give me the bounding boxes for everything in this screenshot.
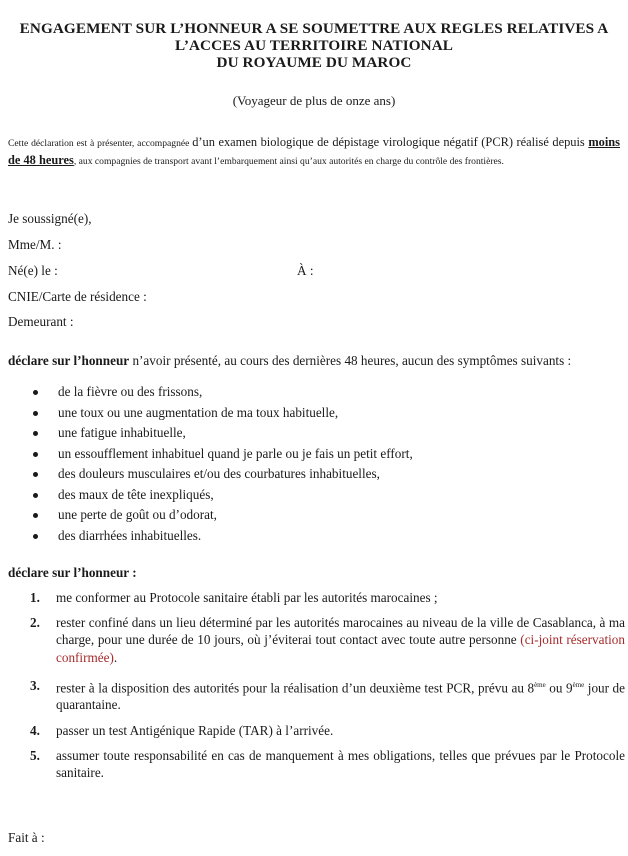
symptom-text: une toux ou une augmentation de ma toux habituelle,: [58, 404, 339, 420]
list-item: [0, 505, 413, 526]
declare-honor-rest: n’avoir présenté, au cours des dernières 48 heures, aucun des symptômes suivants :: [129, 353, 572, 368]
symptom-text: un essoufflement inhabituel quand je parle ou je fais un petit effort,: [58, 445, 413, 461]
ordinal-suffix: ème: [572, 680, 585, 689]
commitment-text: rester confiné dans un lieu déterminé par les autorités marocaines au niveau de la ville de Casablanca, à ma charge, pour une durée de 10 jours, où j’éviterai tout contact avec toute autre personne: [56, 615, 625, 648]
soussigne-label: Je soussigné(e),: [8, 211, 92, 226]
symptom-text: de la fièvre ou des frissons,: [58, 384, 203, 399]
list-item: [0, 485, 413, 506]
bullet-icon: [33, 493, 38, 498]
list-item: [0, 403, 413, 424]
commitments-heading: déclare sur l’honneur :: [8, 565, 137, 580]
list-item: [0, 423, 413, 444]
intro-deadline: moins de 48 heures: [8, 135, 620, 167]
symptom-text: une fatigue inhabituelle,: [58, 425, 186, 440]
list-item: [0, 747, 628, 781]
document-subtitle: (Voyageur de plus de onze ans): [232, 93, 396, 108]
symptoms-declaration: [8, 353, 628, 369]
signature-place-label: Fait à :: [8, 830, 45, 845]
item-number: 1.: [30, 590, 40, 605]
title-line-2: L’ACCES AU TERRITOIRE NATIONAL: [175, 37, 453, 54]
bullet-icon: [33, 390, 38, 395]
birthdate-field-label: Né(e) le :: [8, 263, 58, 278]
intro-text-1: Cette déclaration est à présenter, accompagnée: [8, 138, 193, 149]
list-item: [0, 614, 628, 666]
bullet-icon: [33, 513, 38, 518]
commitment-text: jour de quarantaine.: [56, 680, 626, 713]
reservation-note: (ci-joint réservation confirmée): [56, 632, 625, 665]
commitments-list: [0, 589, 628, 781]
intro-text-4: , aux compagnies de transport avant l’embarquement ainsi qu’aux autorités en charge du contrôle des frontières.: [73, 156, 504, 167]
item-number: 3.: [30, 677, 40, 693]
list-item: [0, 444, 413, 465]
title-line-3: DU ROYAUME DU MAROC: [216, 54, 412, 71]
list-item: [0, 722, 628, 739]
commitment-text: ou 9: [545, 680, 573, 696]
id-card-field-label: CNIE/Carte de résidence :: [8, 289, 147, 304]
list-item: [0, 677, 628, 714]
name-field-label: Mme/M. :: [8, 237, 62, 252]
commitment-text: rester à la disposition des autorités pour la réalisation d’un deuxième test PCR, prévu au 8: [56, 680, 535, 696]
symptoms-list: [0, 382, 413, 546]
list-item: [0, 382, 413, 403]
birthplace-field-label: À :: [297, 263, 314, 278]
intro-text-2: d’un examen biologique de dépistage virologique négatif (PCR) réalisé depuis: [192, 135, 589, 149]
commitment-text-end: .: [113, 649, 118, 665]
bullet-icon: [33, 472, 38, 477]
item-number: 5.: [30, 747, 40, 763]
list-item: [0, 526, 413, 547]
commitment-text: assumer toute responsabilité en cas de manquement à mes obligations, telles que prévues par le Protocole sanitaire.: [56, 747, 625, 781]
list-item: [0, 589, 628, 606]
symptom-text: une perte de goût ou d’odorat,: [58, 507, 217, 522]
declare-honor-bold: déclare sur l’honneur: [8, 353, 130, 368]
commitment-text: me conformer au Protocole sanitaire établi par les autorités marocaines ;: [56, 590, 438, 605]
symptom-text: des douleurs musculaires et/ou des courbatures inhabituelles,: [58, 466, 380, 481]
title-line-1: ENGAGEMENT SUR L’HONNEUR A SE SOUMETTRE AUX REGLES RELATIVES A: [19, 20, 609, 37]
bullet-icon: [33, 411, 38, 416]
address-field-label: Demeurant :: [8, 314, 74, 329]
commitment-text: passer un test Antigénique Rapide (TAR) à l’arrivée.: [56, 722, 334, 738]
intro-paragraph: [8, 134, 620, 170]
document-title: [0, 20, 628, 71]
item-number: 2.: [30, 615, 40, 631]
symptom-text: des maux de tête inexpliqués,: [58, 486, 214, 502]
symptom-text: des diarrhées inhabituelles.: [58, 527, 202, 543]
bullet-icon: [33, 431, 38, 436]
list-item: [0, 464, 413, 485]
bullet-icon: [33, 452, 38, 457]
ordinal-suffix: ème: [534, 680, 546, 689]
item-number: 4.: [30, 722, 40, 738]
bullet-icon: [33, 534, 38, 539]
